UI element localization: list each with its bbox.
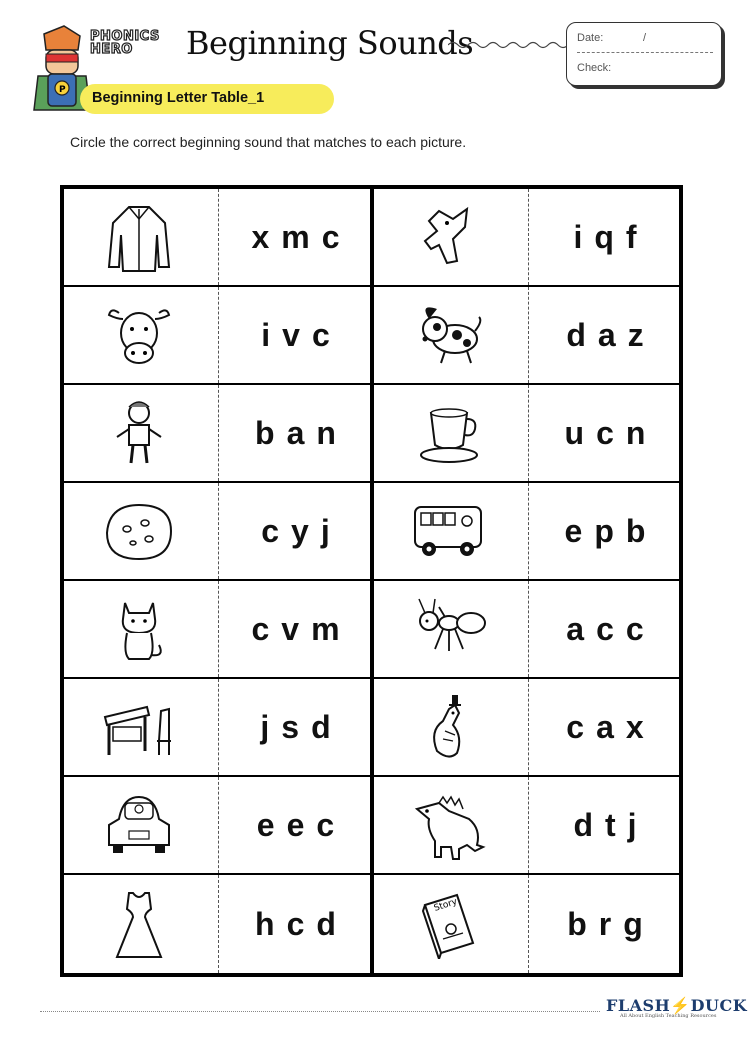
picture-cell: [64, 679, 219, 775]
letter-choice[interactable]: n: [625, 414, 646, 451]
letter-choice[interactable]: c: [596, 610, 614, 647]
picture-cell: [374, 679, 529, 775]
letter-choices: [531, 679, 679, 775]
right-row: [374, 679, 679, 777]
letter-choice[interactable]: r: [598, 905, 612, 942]
picture-cell: [374, 777, 529, 873]
letter-choice[interactable]: e: [286, 806, 305, 843]
left-row: [64, 483, 370, 581]
letter-choice[interactable]: m: [311, 610, 340, 647]
left-row: [64, 581, 370, 679]
letter-choice[interactable]: n: [316, 414, 336, 451]
letter-choice[interactable]: v: [282, 316, 300, 353]
subtitle-text: Beginning Letter Table_1: [92, 90, 265, 106]
logo-tagline: All About English Teaching Resources: [620, 1013, 717, 1019]
letter-choices: [221, 189, 370, 285]
letter-choice[interactable]: c: [286, 905, 305, 942]
svg-text:Story: Story: [432, 896, 459, 914]
letter-choice[interactable]: p: [594, 512, 614, 549]
letter-choice[interactable]: b: [567, 905, 587, 942]
letter-choice[interactable]: b: [625, 512, 646, 549]
alligator-icon: [409, 691, 489, 763]
check-label: Check:: [577, 62, 612, 74]
date-row: [577, 32, 713, 53]
cow-icon: [99, 299, 179, 371]
flashduck-logo: [606, 996, 747, 1019]
letter-choice[interactable]: c: [625, 610, 644, 647]
letter-choice[interactable]: a: [596, 708, 614, 745]
picture-cell: [64, 287, 219, 383]
picture-cell: [64, 385, 219, 481]
letter-choice[interactable]: t: [605, 806, 616, 843]
letter-choice[interactable]: f: [625, 218, 637, 255]
letter-choice[interactable]: c: [316, 806, 335, 843]
right-row: [374, 385, 679, 483]
brand-line-1: PHONICS: [90, 29, 160, 44]
picture-cell: [374, 875, 529, 973]
letter-table: [60, 185, 683, 977]
letter-choice[interactable]: q: [594, 218, 614, 255]
letter-choices: [531, 483, 679, 579]
left-row: [64, 385, 370, 483]
letter-choice[interactable]: y: [291, 512, 309, 549]
picture-cell: [64, 483, 219, 579]
cup-icon: [409, 397, 489, 469]
fox-icon: [409, 201, 489, 273]
logo-part-2: DUCK: [690, 996, 748, 1015]
letter-choice[interactable]: b: [255, 414, 275, 451]
letter-choice[interactable]: h: [255, 905, 275, 942]
picture-cell: [64, 581, 219, 677]
letter-choice[interactable]: i: [261, 316, 271, 353]
letter-choice[interactable]: v: [281, 610, 300, 647]
letter-choices: [531, 385, 679, 481]
letter-choice[interactable]: d: [311, 708, 331, 745]
letter-choice[interactable]: c: [566, 708, 585, 745]
brand-logo-text: [90, 30, 160, 56]
letter-choices: [221, 679, 370, 775]
boy-icon: [99, 397, 179, 469]
coat-icon: [99, 201, 179, 273]
letter-choice[interactable]: a: [566, 610, 585, 647]
logo-part-1: FLASH: [606, 996, 671, 1015]
left-column: [64, 189, 370, 973]
letter-choices: [221, 287, 370, 383]
letter-choice[interactable]: d: [566, 316, 586, 353]
letter-choices: [221, 875, 370, 973]
picture-cell: [374, 483, 529, 579]
letter-choice[interactable]: c: [261, 512, 280, 549]
dog-icon: [409, 299, 489, 371]
dinosaur-icon: [409, 789, 489, 861]
picture-cell: [374, 189, 529, 285]
right-row: [374, 287, 679, 385]
book-icon: [409, 887, 489, 959]
picture-cell: [374, 287, 529, 383]
letter-choice[interactable]: x: [625, 708, 644, 745]
letter-choice[interactable]: x: [251, 218, 270, 255]
picture-cell: [64, 875, 219, 973]
dress-icon: [99, 887, 179, 959]
letter-choice[interactable]: z: [627, 316, 644, 353]
letter-choices: [531, 777, 679, 873]
right-row: [374, 189, 679, 287]
bus-icon: [409, 495, 489, 567]
picture-cell: [64, 189, 219, 285]
letter-choice[interactable]: j: [260, 708, 270, 745]
right-row: [374, 581, 679, 679]
car-icon: [99, 789, 179, 861]
page-title: Beginning Sounds: [186, 24, 474, 62]
letter-choices: [531, 287, 679, 383]
letter-choice[interactable]: j: [320, 512, 330, 549]
letter-choice[interactable]: d: [573, 806, 593, 843]
letter-choice[interactable]: e: [564, 512, 583, 549]
letter-choice[interactable]: e: [256, 806, 275, 843]
date-slash: /: [643, 32, 647, 44]
left-row: [64, 189, 370, 287]
letter-choice[interactable]: s: [281, 708, 300, 745]
letter-choice[interactable]: c: [311, 316, 330, 353]
left-row: [64, 287, 370, 385]
letter-choice[interactable]: a: [597, 316, 616, 353]
picture-cell: [374, 385, 529, 481]
left-row: [64, 875, 370, 973]
cat-icon: [99, 593, 179, 665]
letter-choice[interactable]: g: [623, 905, 643, 942]
desk-icon: [99, 691, 179, 763]
letter-choice[interactable]: i: [573, 218, 583, 255]
letter-choices: [221, 777, 370, 873]
letter-choices: [221, 581, 370, 677]
letter-choices: [531, 875, 679, 973]
ant-icon: [409, 593, 489, 665]
instruction-text: Circle the correct beginning sound that matches to each picture.: [70, 134, 467, 150]
left-row: [64, 777, 370, 875]
subtitle-pill: [80, 84, 334, 114]
picture-cell: [374, 581, 529, 677]
letter-choice[interactable]: c: [321, 218, 340, 255]
wave-decoration-icon: [448, 38, 568, 52]
letter-choice[interactable]: m: [281, 218, 310, 255]
letter-choice[interactable]: d: [316, 905, 336, 942]
date-check-box: [566, 22, 722, 86]
letter-choice[interactable]: c: [251, 610, 270, 647]
svg-text:P: P: [59, 85, 66, 95]
date-label: Date:: [577, 32, 604, 44]
right-row: [374, 777, 679, 875]
letter-choices: [221, 385, 370, 481]
letter-choice[interactable]: u: [564, 414, 585, 451]
letter-choices: [531, 581, 679, 677]
letter-choices: [221, 483, 370, 579]
right-row: [374, 875, 679, 973]
letter-choice[interactable]: j: [627, 806, 637, 843]
brand-line-2: HERO: [90, 42, 133, 57]
picture-cell: [64, 777, 219, 873]
right-row: [374, 483, 679, 581]
letter-choices: [531, 189, 679, 285]
bolt-icon: ⚡: [670, 996, 691, 1015]
letter-choice[interactable]: a: [286, 414, 305, 451]
cookie-icon: [99, 495, 179, 567]
letter-choice[interactable]: c: [596, 414, 614, 451]
right-column: [374, 189, 679, 973]
left-row: [64, 679, 370, 777]
footer-rule: [40, 1011, 600, 1012]
